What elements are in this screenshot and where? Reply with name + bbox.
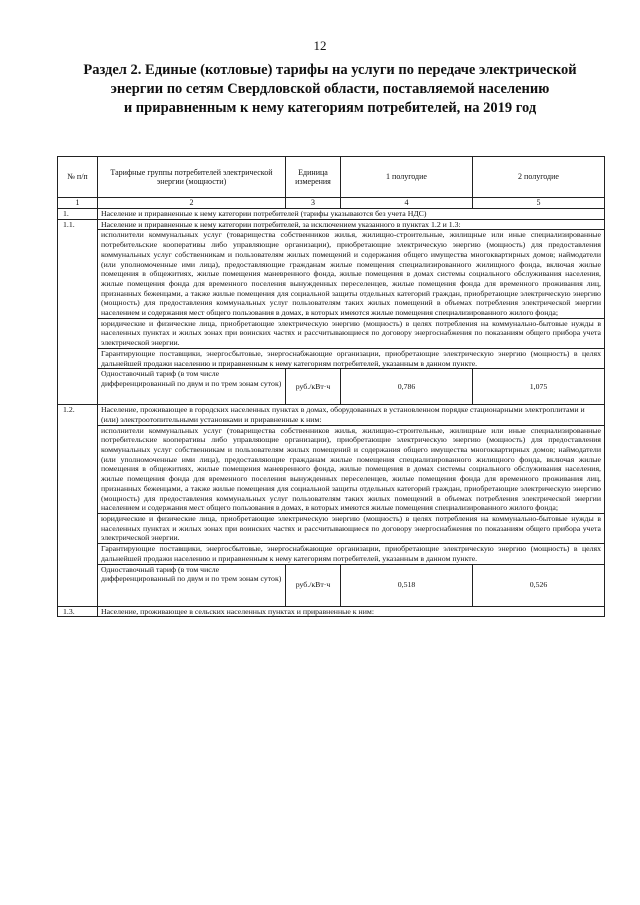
guarantee-suppliers-text: Гарантирующие поставщики, энергосбытовые, энергоснабжающие организации, приобретающие электрическую энергию (мощность) в целях дальнейшей продажи населению и приравненным к нему категориям потребителей, указанным в данном пункте.	[98, 348, 605, 368]
section-title	[60, 61, 600, 118]
index-cell: 4	[341, 198, 473, 209]
tariff-table	[57, 156, 605, 617]
index-cell: 5	[473, 198, 605, 209]
tariff-value-half-2: 1,075	[473, 369, 605, 405]
index-row	[58, 198, 605, 209]
row-number: 1.1.	[58, 219, 98, 405]
tariff-label: Одноставочный тариф (в том числе дифференцированный по двум и по трем зонам суток)	[98, 564, 286, 606]
table-row	[58, 348, 605, 368]
title-line-1: Раздел 2. Единые (котловые) тарифы на услуги по передаче электрической	[83, 62, 577, 78]
tariff-unit: руб./кВт·ч	[286, 564, 341, 606]
header-num: № п/п	[58, 157, 98, 198]
executors-text: исполнители коммунальных услуг (товарищества собственников жилья, жилищно-строительные, жилищные или иные специализированные потребительские кооперативы либо управляющие организации), приобретающие электрическую энергию (мощность) для предоставления коммунальных услуг собственникам и пользователям жилых помещений и содержания общего имущества многоквартирных домов; наймодатели (или уполномоченные ими лица), предоставляющие гражданам жилые помещения специализированного жилищного фонда, включая жилые помещения в общежитиях, жилые помещения маневренного фонда, жилые помещения в домах системы социального обслуживания населения, жилые помещения фонда для временного поселения вынужденных переселенцев, жилые помещения фонда для временного проживания лиц, признанных беженцами, а также жилые помещения для социальной защиты отдельных категорий граждан, приобретающие электрическую энергию (мощность) для предоставления коммунальных услуг пользователям таких жилых помещений в объемах потребления электрической энергии населением и содержания мест общего пользования в домах, в которых имеются жилые помещения специализированного жилого фонда;	[98, 230, 605, 318]
header-half-1: 1 полугодие	[341, 157, 473, 198]
tariff-label: Одноставочный тариф (в том числе дифференцированный по двум и по трем зонам суток)	[98, 369, 286, 405]
table-row	[58, 230, 605, 318]
table-row	[58, 425, 605, 513]
row-text: Население, проживающее в сельских населенных пунктах и приравненные к ним:	[98, 606, 605, 617]
table-row	[58, 219, 605, 230]
tariff-row	[58, 369, 605, 405]
table-row	[58, 318, 605, 348]
tariff-value-half-1: 0,786	[341, 369, 473, 405]
tariff-row	[58, 564, 605, 606]
row-text: Население и приравненные к нему категории потребителей (тарифы указываются без учета НДС)	[98, 209, 605, 220]
table-row	[58, 513, 605, 543]
guarantee-suppliers-text: Гарантирующие поставщики, энергосбытовые, энергоснабжающие организации, приобретающие электрическую энергию (мощность) в целях дальнейшей продажи населению и приравненным к нему категориям потребителей, указанным в данном пункте.	[98, 544, 605, 564]
table-row	[58, 209, 605, 220]
legal-entities-text: юридические и физические лица, приобретающие электрическую энергию (мощность) в целях потребления на коммунально-бытовые нужды в населенных пунктах и жилых зонах при воинских частях и рассчитывающиеся по договору энергоснабжения по показаниям общего прибора учета электрической энергии.	[98, 513, 605, 543]
index-cell: 2	[98, 198, 286, 209]
header-row	[58, 157, 605, 198]
row-number: 1.3.	[58, 606, 98, 617]
tariff-value-half-1: 0,518	[341, 564, 473, 606]
header-half-2: 2 полугодие	[473, 157, 605, 198]
row-text: Население и приравненные к нему категории потребителей, за исключением указанного в пунктах 1.2 и 1.3:	[98, 219, 605, 230]
header-group: Тарифные группы потребителей электрической энергии (мощности)	[98, 157, 286, 198]
row-number: 1.	[58, 209, 98, 220]
tariff-value-half-2: 0,526	[473, 564, 605, 606]
title-line-3: и приравненным к нему категориям потребителей, на 2019 год	[123, 100, 537, 116]
tariff-unit: руб./кВт·ч	[286, 369, 341, 405]
index-cell: 3	[286, 198, 341, 209]
executors-text: исполнители коммунальных услуг (товарищества собственников жилья, жилищно-строительные, жилищные или иные специализированные потребительские кооперативы либо управляющие организации), приобретающие электрическую энергию (мощность) для предоставления коммунальных услуг собственникам и пользователям жилых помещений и содержания общего имущества многоквартирных домов; наймодатели (или уполномоченные ими лица), предоставляющие гражданам жилые помещения специализированного жилищного фонда, включая жилые помещения в общежитиях, жилые помещения маневренного фонда, жилые помещения в домах системы социального обслуживания населения, жилые помещения фонда для временного поселения вынужденных переселенцев, жилые помещения фонда для временного проживания лиц, признанных беженцами, а также жилые помещения для социальной защиты отдельных категорий граждан, приобретающие электрическую энергию (мощность) для предоставления коммунальных услуг пользователям таких жилых помещений в объемах потребления электрической энергии населением и содержания мест общего пользования в домах, в которых имеются жилые помещения специализированного жилого фонда;	[98, 425, 605, 513]
table-row	[58, 405, 605, 425]
title-line-2: энергии по сетям Свердловской области, поставляемой населению	[110, 81, 550, 97]
table-row	[58, 606, 605, 617]
index-cell: 1	[58, 198, 98, 209]
legal-entities-text: юридические и физические лица, приобретающие электрическую энергию (мощность) в целях потребления на коммунально-бытовые нужды в населенных пунктах и жилых зонах при воинских частях и рассчитывающиеся по договору энергоснабжения по показаниям общего прибора учета электрической энергии.	[98, 318, 605, 348]
row-number: 1.2.	[58, 405, 98, 606]
table-row	[58, 544, 605, 564]
page-number: 12	[313, 38, 327, 53]
row-text: Население, проживающее в городских населенных пунктах в домах, оборудованных в установленном порядке стационарными электроплитами и (или) электроотопительными установками и приравненные к ним:	[98, 405, 605, 425]
header-unit: Единица измерения	[286, 157, 341, 198]
